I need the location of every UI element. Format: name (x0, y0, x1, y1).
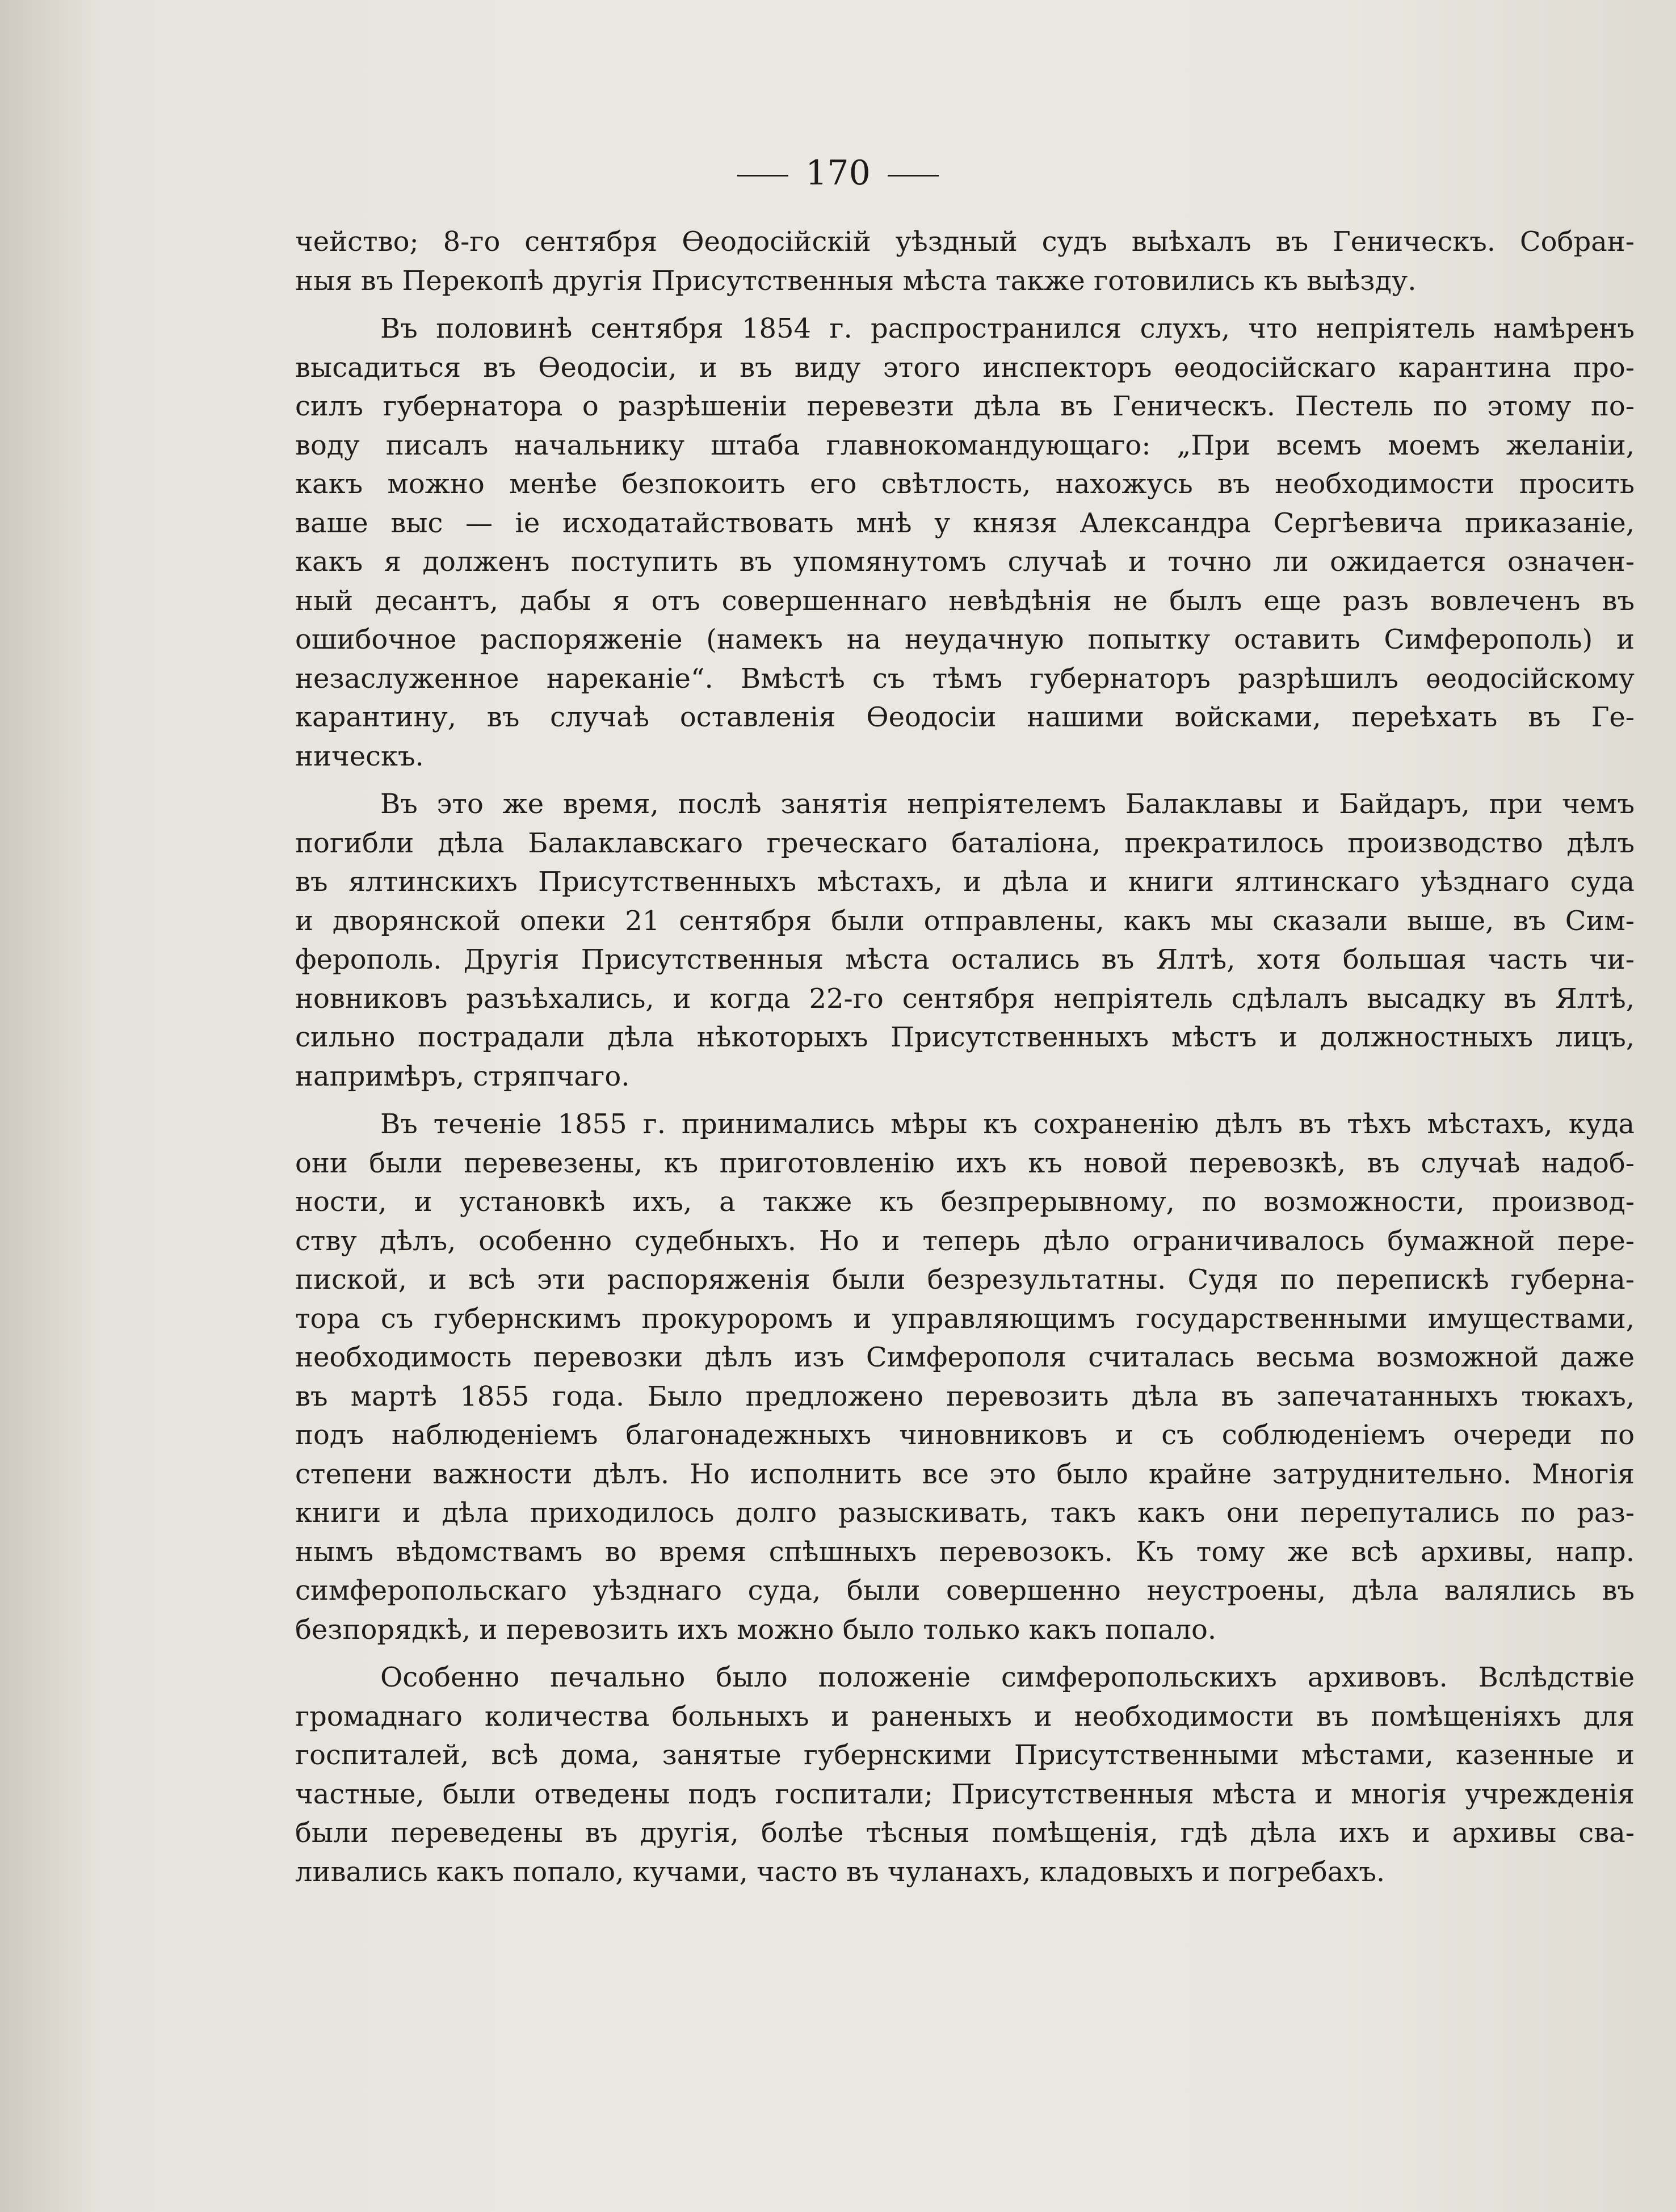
text-line: какъ можно менѣе безпокоить его свѣтлость, нахожусь въ необходимости просить (295, 468, 1635, 500)
text-line: погибли дѣла Балаклавскаго греческаго баталіона, прекратилось производство дѣлъ (295, 827, 1635, 859)
text-line: сильно пострадали дѣла нѣкоторыхъ Присутственныхъ мѣстъ и должностныхъ лицъ, (295, 1021, 1635, 1053)
text-line: ству дѣлъ, особенно судебныхъ. Но и теперь дѣло ограничивалось бумажной пере- (295, 1225, 1635, 1257)
text-line: частные, были отведены подъ госпитали; Присутственныя мѣста и многія учрежденія (295, 1778, 1635, 1810)
text-line: Въ половинѣ сентября 1854 г. распространился слухъ, что непріятель намѣренъ (380, 313, 1635, 344)
text-line: ническъ. (295, 740, 424, 772)
text-line: госпиталей, всѣ дома, занятые губернскими Присутственными мѣстами, казенные и (295, 1739, 1635, 1771)
body-text (295, 222, 1635, 1891)
text-line: были переведены въ другія, болѣе тѣсныя помѣщенія, гдѣ дѣла ихъ и архивы сва- (295, 1817, 1635, 1849)
text-line: Въ это же время, послѣ занятія непріятелемъ Балаклавы и Байдаръ, при чемъ (380, 788, 1635, 820)
text-line: книги и дѣла приходилось долго разыскивать, такъ какъ они перепутались по раз- (295, 1497, 1635, 1529)
text-line: Въ теченіе 1855 г. принимались мѣры къ сохраненію дѣлъ въ тѣхъ мѣстахъ, куда (380, 1108, 1635, 1140)
page-number-value: 170 (805, 153, 871, 193)
text-line: ныя въ Перекопѣ другія Присутственныя мѣста также готовились къ выѣзду. (295, 264, 1417, 297)
paragraph (295, 785, 1635, 1096)
paragraph (295, 1658, 1635, 1891)
text-line: какъ я долженъ поступить въ упомянутомъ случаѣ и точно ли ожидается означен- (295, 546, 1635, 578)
text-line: пиской, и всѣ эти распоряженія были безрезультатны. Судя по перепискѣ губерна- (295, 1264, 1635, 1296)
text-line: силъ губернатора о разрѣшеніи перевезти дѣла въ Геническъ. Пестель по этому по- (295, 390, 1635, 422)
page-number (0, 153, 1676, 193)
text-line: въ мартѣ 1855 года. Было предложено перевозить дѣла въ запечатанныхъ тюкахъ, (295, 1380, 1635, 1412)
text-line: громаднаго количества больныхъ и раненыхъ и необходимости въ помѣщеніяхъ для (295, 1700, 1635, 1732)
page-number-dash-right (888, 175, 939, 176)
text-line: они были перевезены, къ приготовленію ихъ къ новой перевозкѣ, въ случаѣ надоб- (295, 1147, 1635, 1179)
text-line: Особенно печально было положеніе симферопольскихъ архивовъ. Вслѣдствіе (380, 1662, 1635, 1693)
text-line: нымъ вѣдомствамъ во время спѣшныхъ перевозокъ. Къ тому же всѣ архивы, напр. (295, 1536, 1635, 1568)
text-line: новниковъ разъѣхались, и когда 22-го сентября непріятель сдѣлалъ высадку въ Ялтѣ, (295, 982, 1635, 1015)
text-line: и дворянской опеки 21 сентября были отправлены, какъ мы сказали выше, въ Сим- (295, 905, 1635, 937)
text-line: высадиться въ Ѳеодосіи, и въ виду этого инспекторъ ѳеодосійскаго карантина про- (295, 351, 1635, 384)
text-line: симферопольскаго уѣзднаго суда, были совершенно неустроены, дѣла валялись въ (295, 1575, 1635, 1607)
paragraph (295, 1105, 1635, 1649)
text-line: ливались какъ попало, кучами, часто въ чуланахъ, кладовыхъ и погребахъ. (295, 1856, 1385, 1888)
text-line: карантину, въ случаѣ оставленія Ѳеодосіи нашими войсками, переѣхать въ Ге- (295, 701, 1635, 733)
text-line: ности, и установкѣ ихъ, а также къ безпрерывному, по возможности, производ- (295, 1186, 1635, 1218)
text-line: подъ наблюденіемъ благонадежныхъ чиновниковъ и съ соблюденіемъ очереди по (295, 1419, 1635, 1451)
text-line: незаслуженное нареканіе“. Вмѣстѣ съ тѣмъ губернаторъ разрѣшилъ ѳеодосійскому (295, 662, 1635, 695)
text-line: воду писалъ начальнику штаба главнокомандующаго: „При всемъ моемъ желаніи, (295, 429, 1635, 461)
text-line: чейство; 8-го сентября Ѳеодосійскій уѣздный судъ выѣхалъ въ Геническъ. Собран- (295, 226, 1635, 258)
text-line: тора съ губернскимъ прокуроромъ и управляющимъ государственными имуществами, (295, 1302, 1635, 1335)
text-line: степени важности дѣлъ. Но исполнить все это было крайне затруднительно. Многія (295, 1458, 1635, 1490)
paragraph (295, 309, 1635, 776)
text-line: безпорядкѣ, и перевозить ихъ можно было только какъ попало. (295, 1613, 1217, 1646)
text-line: ошибочное распоряженіе (намекъ на неудачную попытку оставить Симферополь) и (295, 624, 1635, 655)
text-line: необходимость перевозки дѣлъ изъ Симферополя считалась весьма возможной даже (295, 1342, 1635, 1373)
text-line: напримѣръ, стряпчаго. (295, 1060, 630, 1092)
page-number-dash-left (737, 175, 788, 176)
text-line: ный десантъ, дабы я отъ совершеннаго невѣдѣнія не былъ еще разъ вовлеченъ въ (295, 584, 1635, 617)
text-line: ваше выс — іе исходатайствовать мнѣ у князя Александра Сергѣевича приказаніе, (295, 507, 1635, 539)
paragraph (295, 222, 1635, 300)
text-line: ферополь. Другія Присутственныя мѣста остались въ Ялтѣ, хотя большая часть чи- (295, 944, 1635, 975)
text-line: въ ялтинскихъ Присутственныхъ мѣстахъ, и дѣла и книги ялтинскаго уѣзднаго суда (295, 866, 1635, 898)
